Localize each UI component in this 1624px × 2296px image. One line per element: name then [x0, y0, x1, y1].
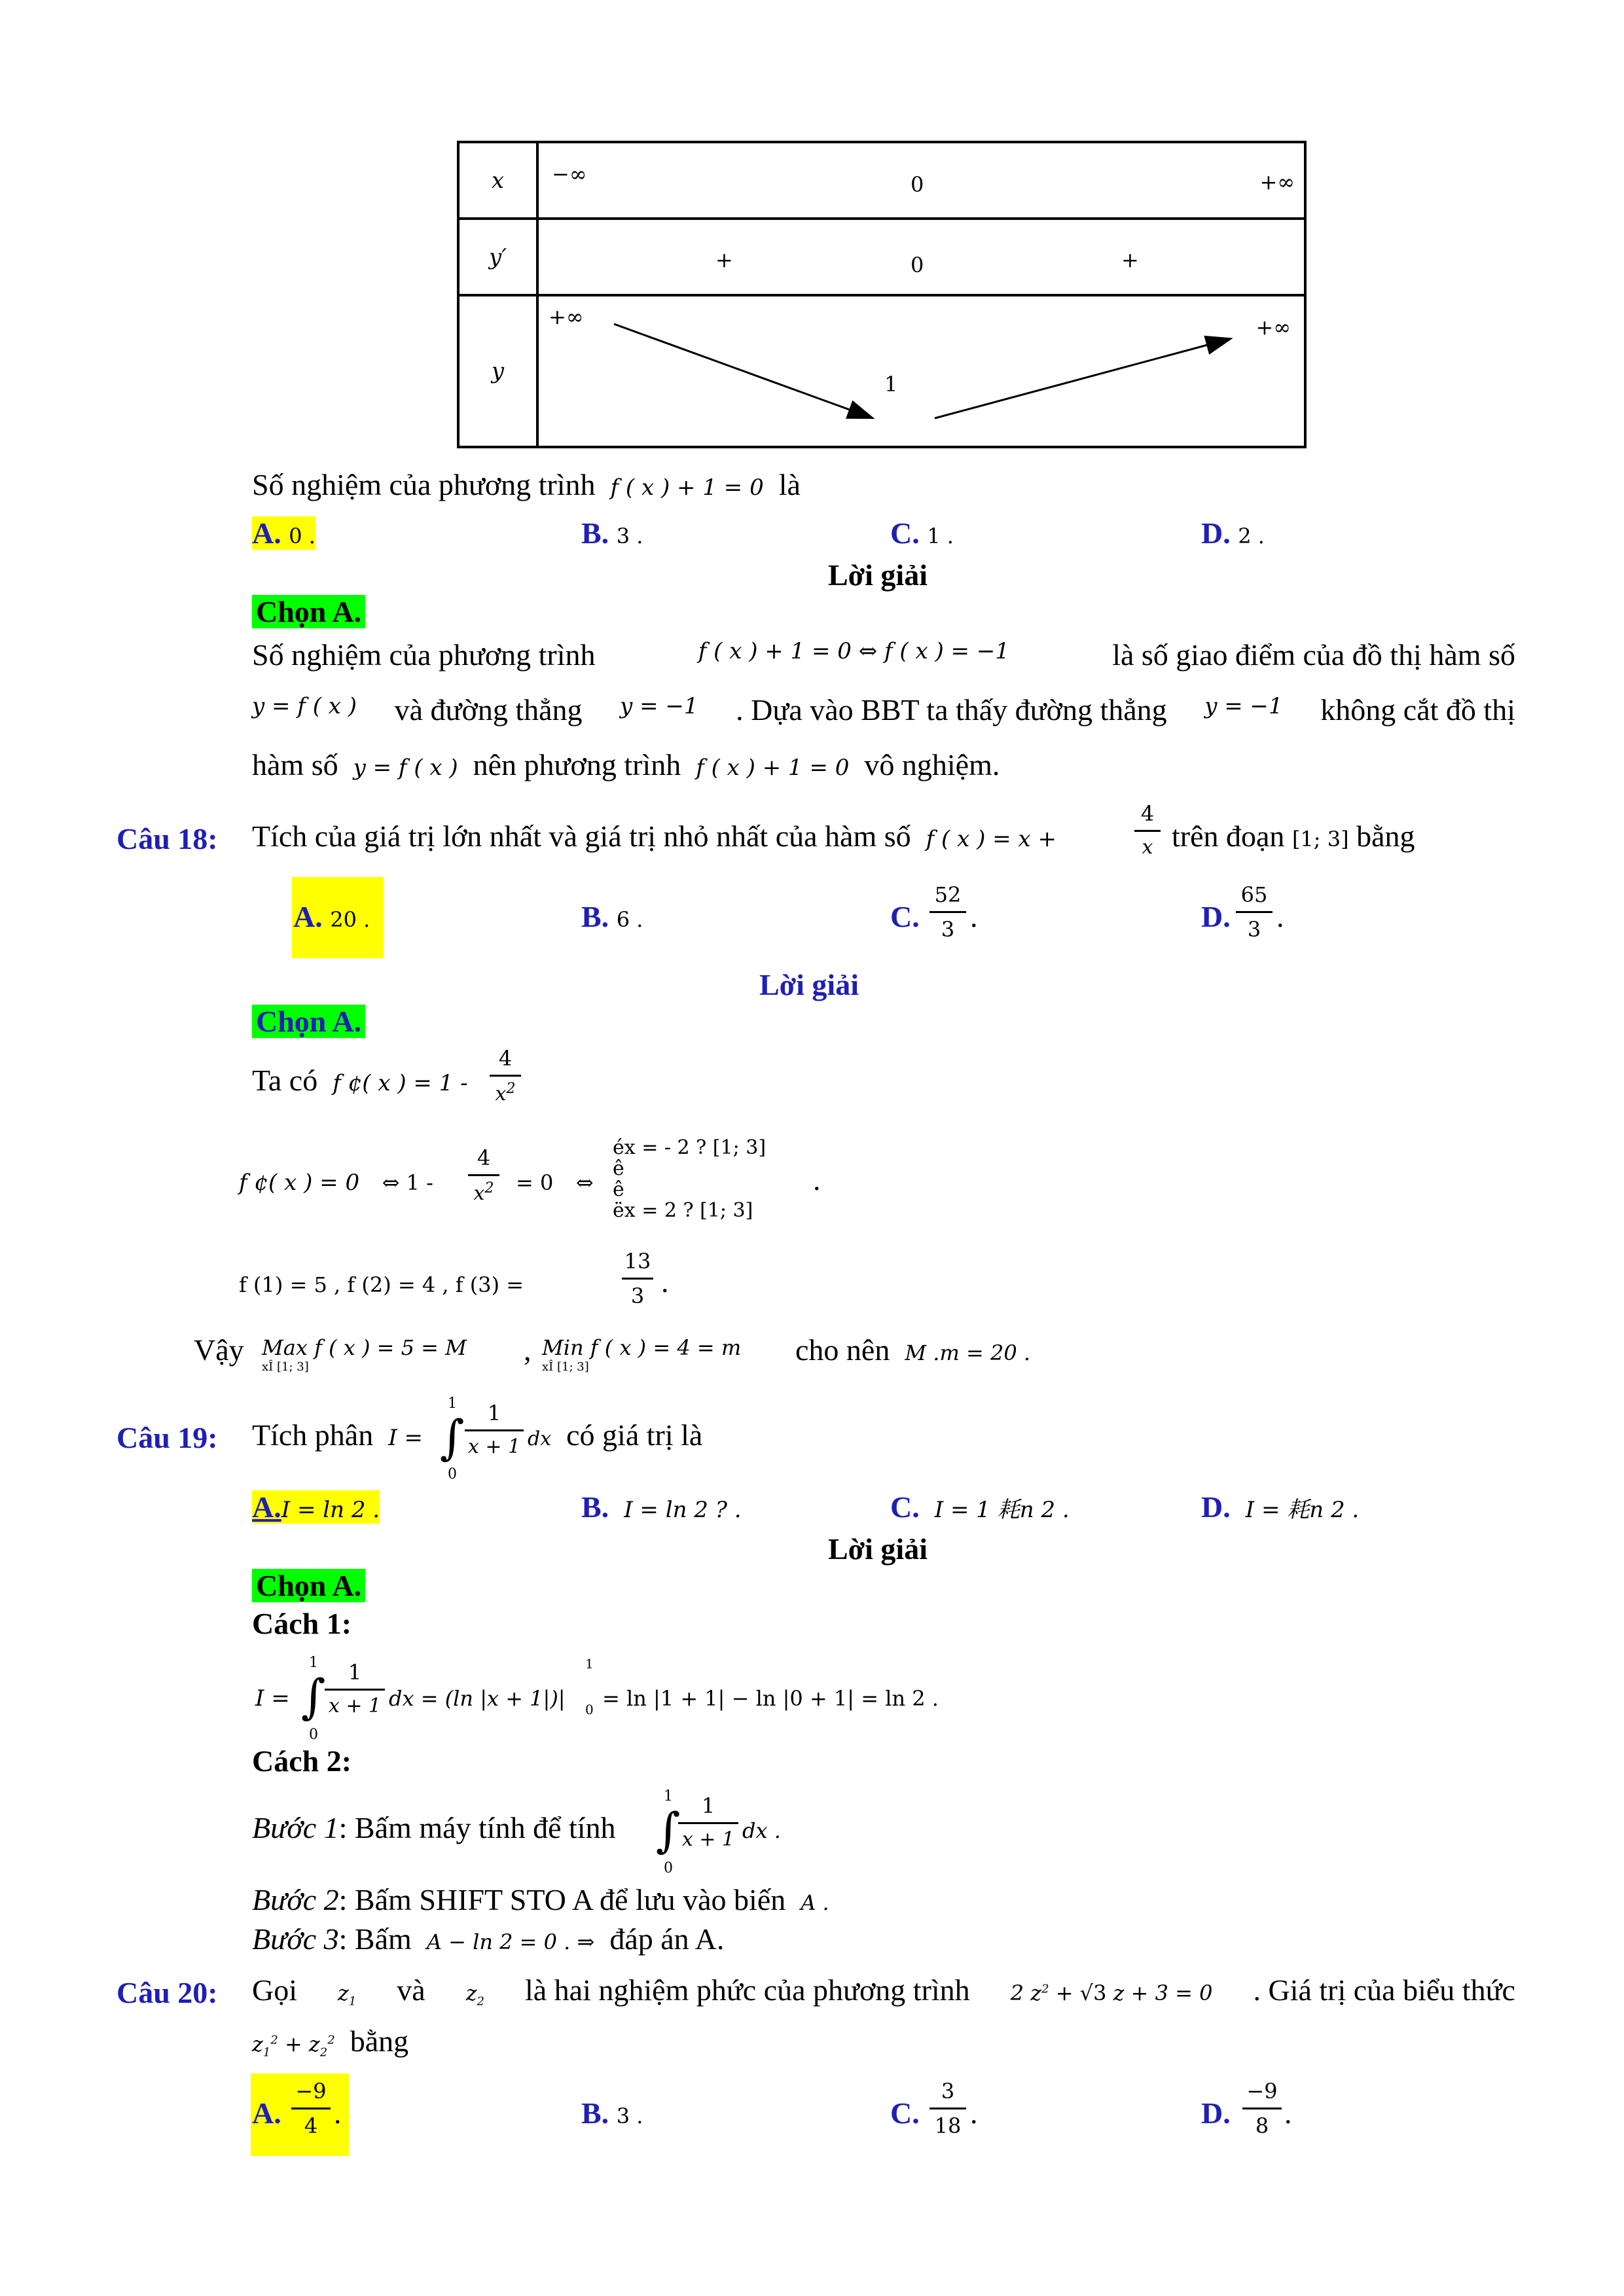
q18-s3-fraction: 13 3: [622, 1249, 653, 1308]
q18-prompt: Tích của giá trị lớn nhất và giá trị nhỏ nhất của hàm số f ( x ) = x +: [252, 819, 1056, 853]
q18-s2-cases: éx = - 2 ? [1; 3] ê ê ëx = 2 ? [1; 3]: [613, 1136, 767, 1222]
row-x-values: −∞ 0 +∞: [537, 142, 1305, 219]
arrow-up: [935, 339, 1229, 418]
q19-label: Câu 19:: [117, 1421, 218, 1454]
q17-solution-line3: hàm số y = f ( x ) nên phương trình f ( x ) + 1 = 0 vô nghiệm.: [252, 748, 1000, 781]
q18-s4-comma: ,: [524, 1333, 532, 1367]
q19-c1-fraction: 1 x + 1: [325, 1660, 385, 1717]
q18-option-d-tail: .: [1276, 900, 1284, 933]
q19-prompt: Tích phân I =: [252, 1418, 423, 1452]
q18-s1: Ta có f ¢( x ) = 1 -: [252, 1064, 468, 1097]
q20-prompt: Gọi $z_1$ và $z_2$ là hai nghiệm phức của phương trình 2 $z^2 + √3$ z + 3 = 0 . Giá trị của biểu thức: [252, 1973, 1515, 2009]
q20-option-a-fraction: −9 4: [291, 2079, 331, 2138]
variation-table: [457, 141, 1307, 448]
q18-s3-end: .: [661, 1265, 669, 1299]
q19-integral: 1 ∫ 0: [440, 1395, 465, 1482]
q18-option-d-fraction: 65 3: [1236, 882, 1272, 942]
q18-s4-tail: cho nên M .m = 20 .: [795, 1333, 1031, 1367]
q18-label: Câu 18:: [117, 822, 218, 855]
q19-option-d[interactable]: D. I = 耗n 2 .: [1201, 1490, 1360, 1524]
q20-option-c-tail: .: [970, 2096, 978, 2130]
q20-label: Câu 20:: [117, 1976, 218, 2009]
q18-option-c-fraction: 52 3: [929, 882, 966, 942]
q19-option-a[interactable]: A.I = ln 2 .: [252, 1490, 380, 1524]
q19-c1-i: I =: [255, 1685, 290, 1712]
q19-prompt-tail: dx có giá trị là: [528, 1418, 703, 1452]
q18-option-c[interactable]: C.: [890, 900, 920, 933]
q18-s4-max: Max f ( x ) = 5 = M xÎ [1; 3]: [262, 1335, 467, 1374]
q18-option-b[interactable]: B. 6 .: [581, 900, 643, 933]
q18-option-c-tail: .: [970, 900, 978, 933]
q17-choose: Chọn A.: [252, 597, 365, 627]
q20-option-d-fraction: −9 8: [1242, 2079, 1282, 2138]
q19-b1-end: dx .: [742, 1818, 781, 1843]
q19-c1-rest: dx = (ln |x + 1|)|: [389, 1686, 566, 1711]
q20-option-b[interactable]: B. 3 .: [581, 2096, 643, 2130]
q20-prompt-line2: $z_1^2 + z_2^2$ bằng: [252, 2024, 409, 2060]
q19-c1-title: Cách 1:: [252, 1607, 352, 1640]
variation-arrows: [539, 296, 1311, 448]
q19-b3: Bước 3: Bấm A − ln 2 = 0 . ⇒ đáp án A.: [252, 1922, 725, 1956]
q18-option-a[interactable]: A. 20 .: [293, 900, 370, 933]
q19-b1-integral: 1 ∫ 0: [656, 1788, 681, 1876]
q19-c1-integral: 1 ∫ 0: [301, 1655, 326, 1743]
q19-b1-fraction: 1 x + 1: [678, 1793, 738, 1851]
row-label-x: x: [458, 142, 537, 219]
q17-solution-line2: y = f ( x ) và đường thẳng y = −1 . Dựa vào BBT ta thấy đường thẳng y = −1 không cắt đồ thị: [252, 693, 1515, 726]
row-yprime-values: + 0 +: [537, 219, 1305, 295]
row-label-yprime: y′: [458, 219, 537, 295]
q18-option-d[interactable]: D.: [1201, 900, 1231, 933]
q18-fraction: 4 x: [1134, 801, 1161, 859]
q19-b1: Bước 1: Bấm máy tính để tính: [252, 1811, 616, 1844]
q17-option-d[interactable]: D. 2 .: [1201, 516, 1265, 550]
q18-s4: Vậy: [194, 1333, 244, 1367]
q19-c2-title: Cách 2:: [252, 1744, 352, 1778]
q17-solution-title: Lời giải: [828, 558, 928, 592]
q18-s4-min: Min f ( x ) = 4 = m xÎ [1; 3]: [542, 1335, 742, 1374]
q18-solution-title: Lời giải: [759, 968, 859, 1001]
q17-option-a[interactable]: A. 0 .: [252, 516, 316, 550]
q18-s2: f ¢( x ) = 0 ⇔ 1 -: [239, 1170, 433, 1196]
q18-choose: Chọn A.: [252, 1007, 365, 1037]
row-y-values: +∞ 1 +∞: [537, 295, 1305, 447]
q20-option-a[interactable]: A.: [252, 2096, 281, 2130]
q19-option-c[interactable]: C. I = 1 耗n 2 .: [890, 1490, 1070, 1524]
q20-option-d[interactable]: D.: [1201, 2096, 1231, 2130]
q18-prompt-tail: trên đoạn [1; 3] bằng: [1172, 819, 1415, 853]
q19-fraction: 1 x + 1: [465, 1401, 524, 1458]
q20-option-a-tail: .: [334, 2096, 342, 2130]
q19-b2: Bước 2: Bấm SHIFT STO A để lưu vào biến A .: [252, 1883, 829, 1916]
q19-c1-lim-top: 1: [585, 1656, 594, 1672]
q19-choose: Chọn A.: [252, 1571, 365, 1601]
q18-s2-end: .: [813, 1163, 821, 1196]
q19-c1-lim-bot: 0: [585, 1702, 594, 1717]
q17-option-b[interactable]: B. 3 .: [581, 516, 643, 550]
arrow-down: [614, 324, 871, 418]
q18-s1-fraction: 4 $x^2$: [490, 1046, 521, 1105]
q19-option-b[interactable]: B. I = ln 2 ? .: [581, 1490, 742, 1524]
q20-option-c-fraction: 3 18: [929, 2079, 966, 2138]
q18-s2-fraction: 4 $x^2$: [468, 1145, 499, 1205]
q20-option-c[interactable]: C.: [890, 2096, 920, 2130]
q18-s2-eq: = 0 ⇔: [516, 1170, 594, 1195]
q19-c1-end: = ln |1 + 1| − ln |0 + 1| = ln 2 .: [602, 1686, 939, 1711]
q18-s3: f (1) = 5 , f (2) = 4 , f (3) =: [239, 1272, 524, 1297]
q20-option-d-tail: .: [1284, 2096, 1292, 2130]
q17-option-c[interactable]: C. 1 .: [890, 516, 954, 550]
q19-solution-title: Lời giải: [828, 1532, 928, 1566]
row-label-y: y: [458, 295, 537, 447]
q17-prompt: Số nghiệm của phương trình f ( x ) + 1 = 0 là: [252, 468, 801, 501]
q17-solution-line1: Số nghiệm của phương trình f ( x ) + 1 = 0 ⇔ f ( x ) = −1 là số giao điểm của đồ thị hàm số: [252, 638, 1515, 672]
